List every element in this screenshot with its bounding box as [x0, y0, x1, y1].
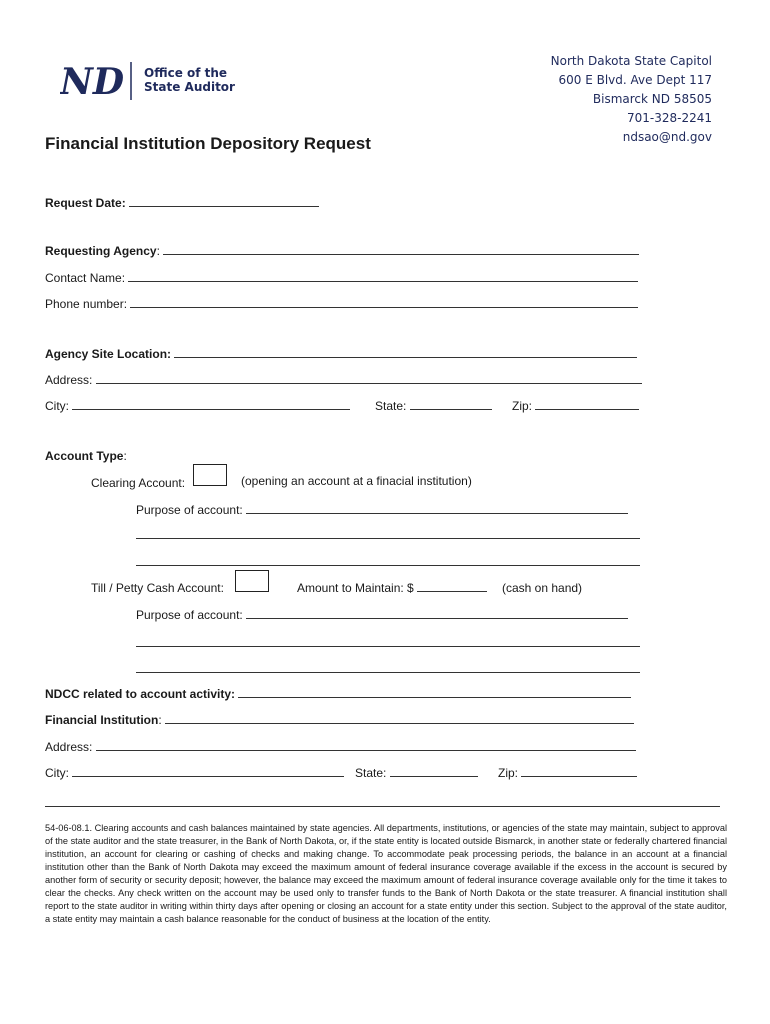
- ndcc-field[interactable]: [238, 687, 631, 698]
- request-date-label: Request Date:: [45, 196, 126, 210]
- colon: :: [156, 244, 160, 258]
- till-purpose-line-2[interactable]: [136, 646, 640, 647]
- institution-address-label: Address:: [45, 740, 93, 754]
- amount-to-maintain-field[interactable]: [417, 581, 487, 592]
- agency-site-location-label: Agency Site Location:: [45, 347, 172, 361]
- contact-phone: 701-328-2241: [626, 111, 712, 125]
- site-zip-field[interactable]: [535, 399, 639, 410]
- institution-city-row: [45, 766, 344, 780]
- requesting-agency-row: [45, 244, 639, 258]
- requesting-agency-label: Requesting Agency: [45, 244, 157, 258]
- institution-city-field[interactable]: [72, 766, 344, 777]
- site-state-row: [375, 399, 492, 413]
- site-state-field[interactable]: [410, 399, 492, 410]
- clearing-purpose-row: [136, 503, 628, 517]
- institution-address-row: [45, 740, 636, 754]
- amount-to-maintain-row: [297, 581, 487, 595]
- ndcc-row: [45, 687, 631, 701]
- financial-institution-field[interactable]: [165, 713, 634, 724]
- institution-state-row: [355, 766, 478, 780]
- till-purpose-field[interactable]: [246, 608, 628, 619]
- site-zip-row: [512, 399, 639, 413]
- contact-address-line: North Dakota State Capitol: [550, 54, 712, 68]
- agency-site-location-row: [45, 347, 637, 361]
- institution-state-label: State:: [355, 766, 387, 780]
- requesting-agency-field[interactable]: [163, 244, 639, 255]
- site-city-label: City:: [45, 399, 69, 413]
- office-name: [144, 66, 235, 94]
- till-petty-cash-label: Till / Petty Cash Account:: [91, 581, 224, 595]
- till-petty-cash-checkbox[interactable]: [235, 570, 269, 592]
- institution-zip-label: Zip:: [498, 766, 519, 780]
- colon: :: [158, 713, 162, 727]
- account-type-heading: [45, 449, 127, 463]
- institution-zip-row: [498, 766, 637, 780]
- contact-name-label: Contact Name:: [45, 271, 126, 285]
- site-address-row: [45, 373, 642, 387]
- contact-name-field[interactable]: [128, 271, 638, 282]
- institution-zip-field[interactable]: [521, 766, 637, 777]
- till-purpose-row: [136, 608, 628, 622]
- site-address-label: Address:: [45, 373, 93, 387]
- phone-number-label: Phone number:: [45, 297, 128, 311]
- till-purpose-label: Purpose of account:: [136, 608, 243, 622]
- page-title: Financial Institution Depository Request: [45, 134, 371, 153]
- nd-logo-mark: ND: [60, 61, 125, 103]
- site-city-row: [45, 399, 350, 413]
- institution-address-field[interactable]: [96, 740, 636, 751]
- request-date-field[interactable]: [129, 196, 319, 207]
- office-line-1: Office of the: [144, 66, 228, 80]
- site-state-label: State:: [375, 399, 407, 413]
- agency-site-location-field[interactable]: [174, 347, 637, 358]
- contact-name-row: [45, 271, 638, 285]
- institution-city-label: City:: [45, 766, 69, 780]
- clearing-account-checkbox[interactable]: [193, 464, 227, 486]
- colon: :: [123, 449, 127, 463]
- office-line-2: State Auditor: [144, 80, 235, 94]
- clearing-purpose-line-3[interactable]: [136, 565, 640, 566]
- statute-text: 54-06-08.1. Clearing accounts and cash balances maintained by state agencies. All departments, institutions, or agencies of the state may maintain, subject to approval of the state auditor and the state treasurer, in the Bank of North Dakota, or, if the state entity is located outside Bismarck, in another state or federally chartered financial institution, an account for clearing or cashing of checks and making change. To accommodate peak processing periods, the balance in an account at a financial institution other than the Bank of North Dakota may exceed the maximum amount of federal insurance coverage available if the excess in the account is secured by another form of security or security deposit; however, the balance may exceed the maximum amount of federal insurance coverage available only for the time it takes to clear the checks. Any check written on the account may be used only to transfer funds to the Bank of North Dakota or the state treasurer. A financial institution shall report to the state auditor in writing within thirty days after opening or closing an account for a state entity under this section. Subject to the approval of the state auditor, a state entity may maintain a cash balance reasonable for the conduct of business at the location of the entity.: [45, 823, 727, 924]
- cash-on-hand-note: (cash on hand): [502, 581, 583, 595]
- amount-to-maintain-label: Amount to Maintain: $: [297, 581, 414, 595]
- contact-address-line: 600 E Blvd. Ave Dept 117: [558, 73, 712, 87]
- site-address-field[interactable]: [96, 373, 642, 384]
- institution-state-field[interactable]: [390, 766, 478, 777]
- clearing-account-label: Clearing Account:: [91, 476, 186, 490]
- office-contact-block: [551, 52, 712, 147]
- clearing-account-note: (opening an account at a finacial institution): [241, 474, 472, 488]
- section-divider: [45, 806, 720, 807]
- ndcc-label: NDCC related to account activity:: [45, 687, 236, 701]
- account-type-label: Account Type: [45, 449, 124, 463]
- contact-address-line: Bismarck ND 58505: [592, 92, 712, 106]
- site-city-field[interactable]: [72, 399, 350, 410]
- financial-institution-row: [45, 713, 634, 727]
- till-purpose-line-3[interactable]: [136, 672, 640, 673]
- phone-number-row: [45, 297, 638, 311]
- phone-number-field[interactable]: [130, 297, 638, 308]
- site-zip-label: Zip:: [512, 399, 533, 413]
- clearing-purpose-line-2[interactable]: [136, 538, 640, 539]
- clearing-purpose-field[interactable]: [246, 503, 628, 514]
- contact-email[interactable]: ndsao@nd.gov: [622, 130, 712, 144]
- clearing-purpose-label: Purpose of account:: [136, 503, 243, 517]
- request-date-row: [45, 196, 319, 210]
- financial-institution-label: Financial Institution: [45, 713, 159, 727]
